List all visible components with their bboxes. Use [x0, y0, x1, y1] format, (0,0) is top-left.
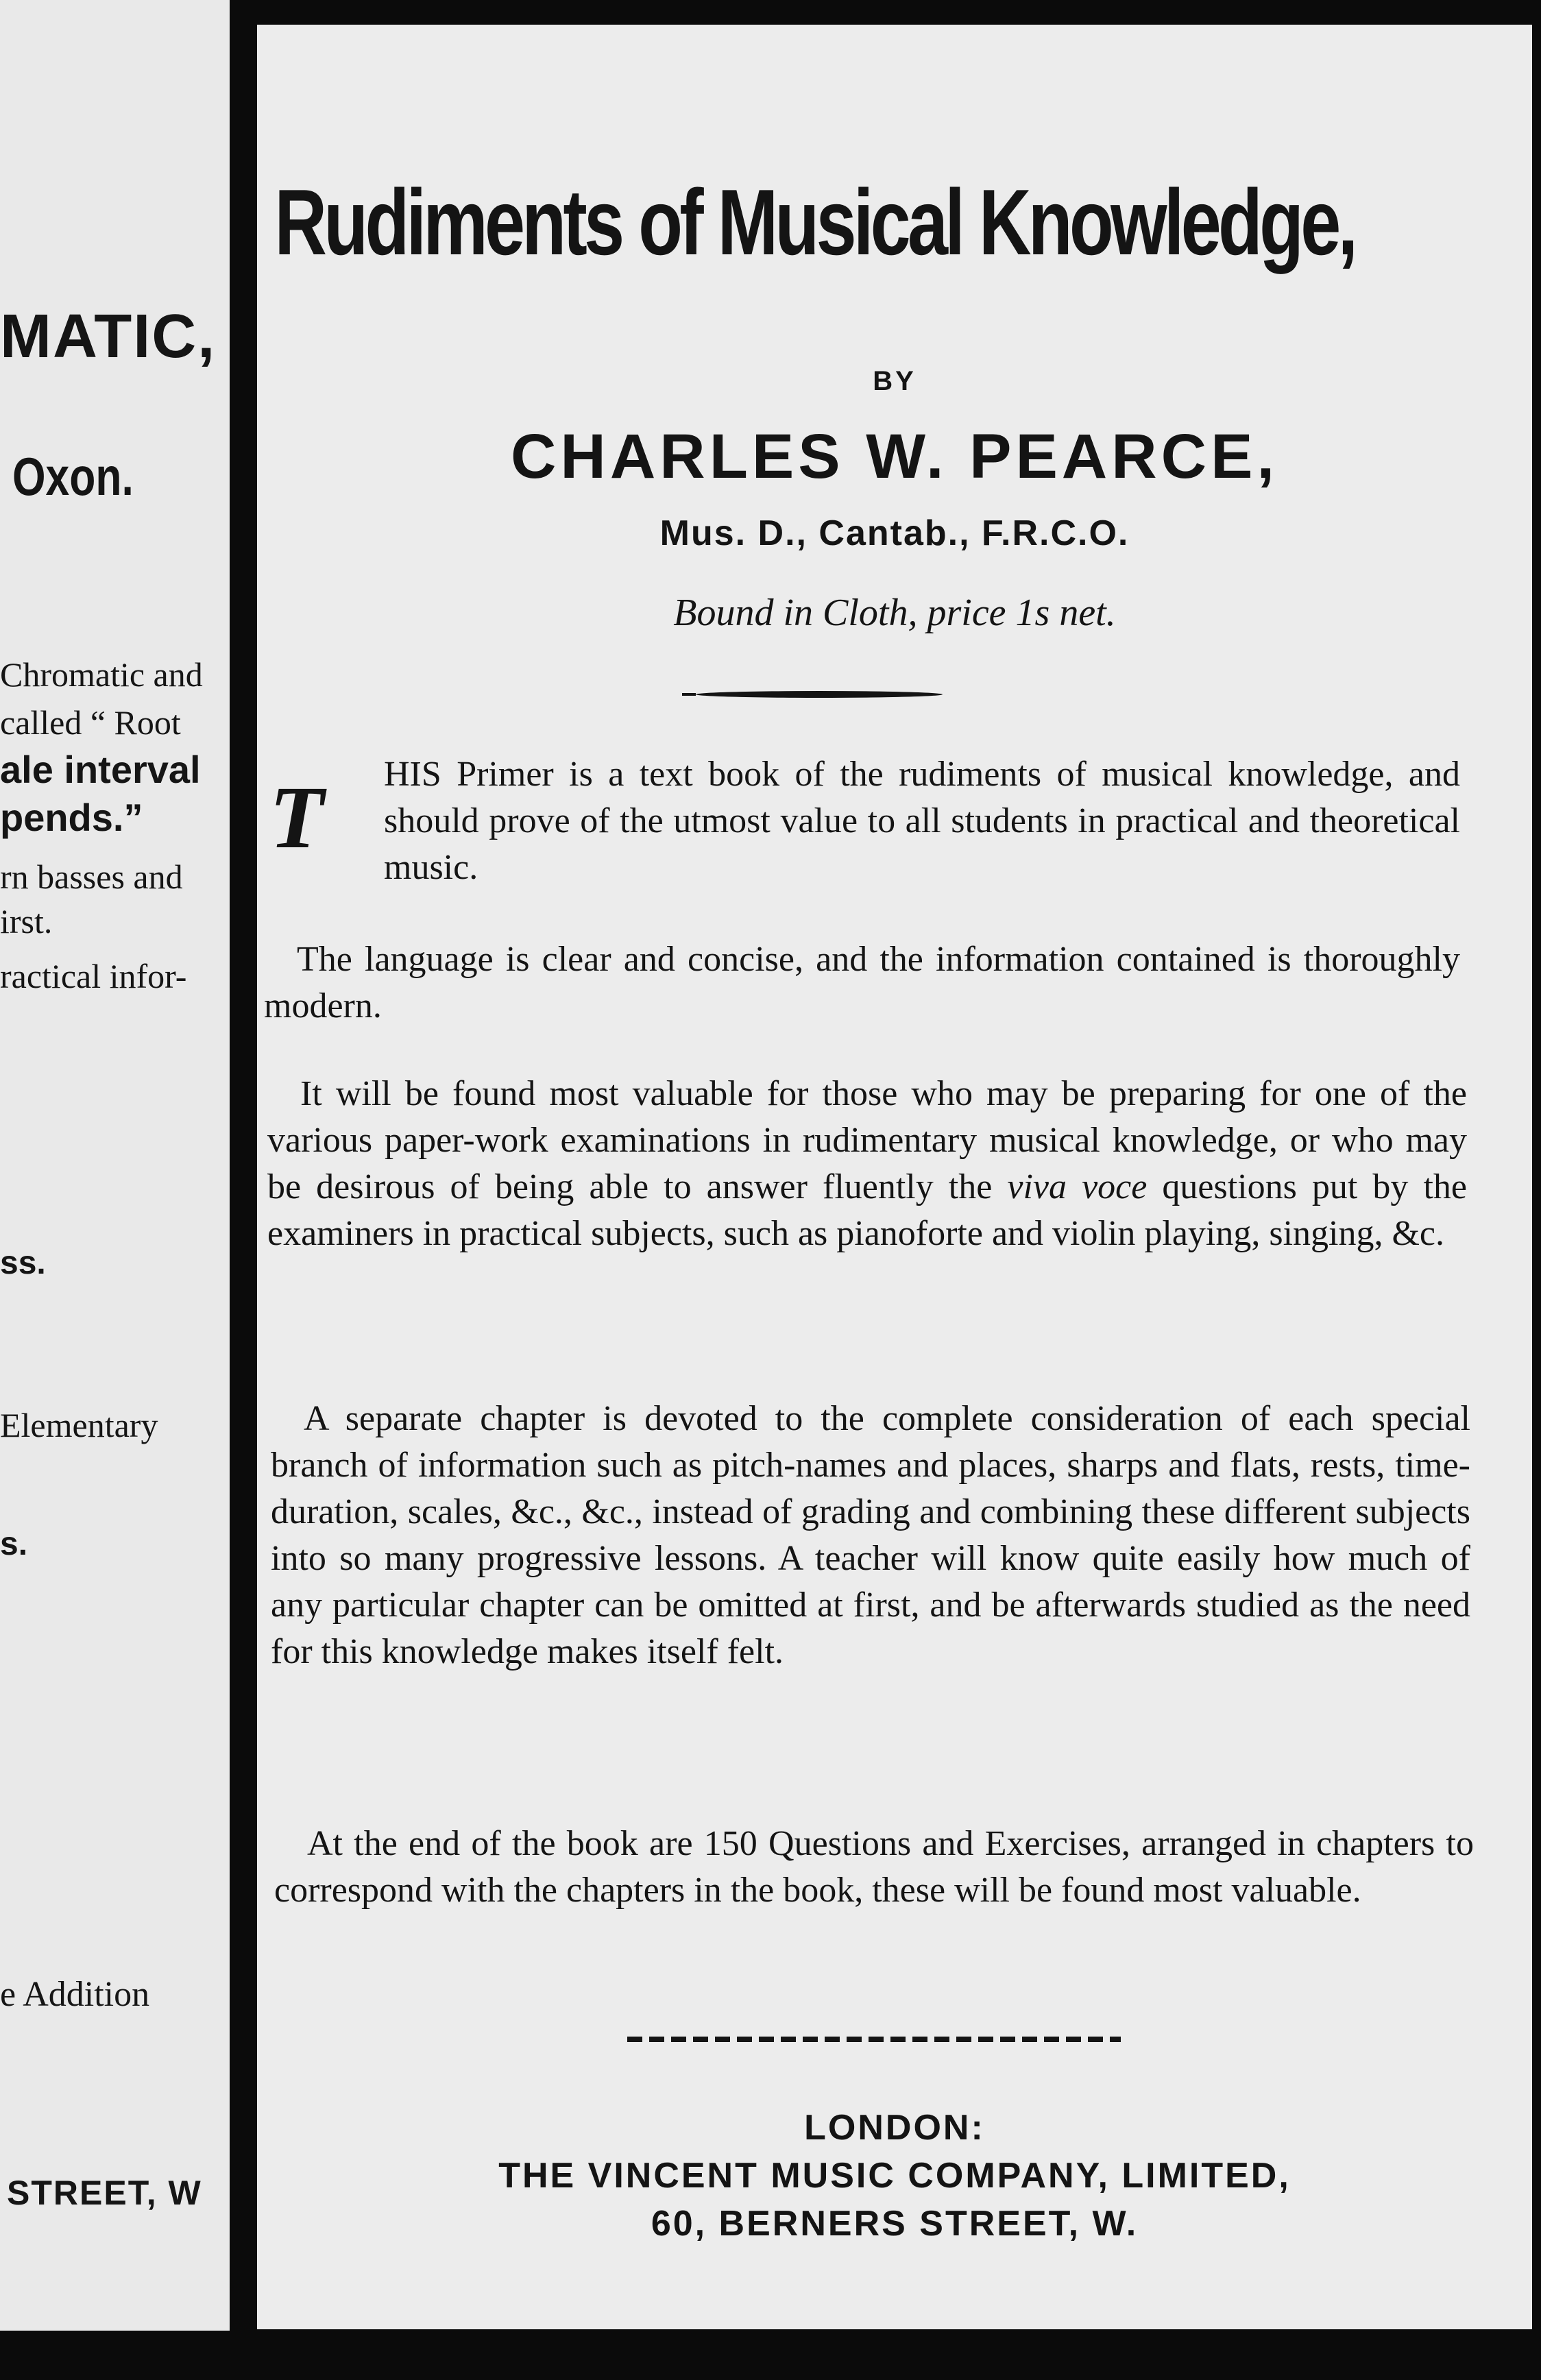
ornamental-rule-top [696, 691, 943, 698]
left-line-7: rn basses and [0, 858, 183, 896]
viva-voce-emphasis: viva voce [1007, 1167, 1148, 1206]
left-line-4: called “ Root [0, 703, 181, 742]
left-line-8: irst. [0, 902, 53, 940]
left-line-13: e Addition [0, 1975, 150, 2014]
paragraph-chapters: A separate chapter is devoted to the complete consideration of each special branch of information such as pitch-names and places, sharps and flats, rests, time-duration, scales, &c., &c., instead of grading and combining these different subjects into so many progressive lessons. A teacher will know quite easily how much of any particular chapter can be omitted at first, and be afterwards studied as the need for this knowledge makes itself felt. [271, 1399, 1470, 1671]
left-line-9: ractical infor- [0, 957, 187, 995]
left-line-11: Elementary [0, 1406, 158, 1444]
imprint-address: 60, BERNERS STREET, W. [651, 2204, 1139, 2244]
left-line-12: s. [0, 1526, 28, 1562]
by-line: BY [873, 366, 917, 396]
bottom-shadow [0, 2331, 1541, 2380]
left-line-1: MATIC, [0, 302, 217, 371]
left-line-14: STREET, W [7, 2174, 202, 2212]
paragraph-questions: At the end of the book are 150 Questions and Exercises, arranged in chapters to correspond with the chapters in the book, these will be found most valuable. [274, 1824, 1474, 1910]
book-gutter [230, 0, 257, 2380]
left-line-10: ss. [0, 1245, 46, 1281]
left-page-fragment [0, 0, 230, 2331]
left-line-2: Oxon. [12, 446, 134, 507]
right-page [257, 25, 1532, 2329]
imprint-city: LONDON: [804, 2108, 985, 2148]
paragraph-language: The language is clear and concise, and the information contained is thoroughly modern. [264, 940, 1460, 1025]
left-line-5: ale interval [0, 748, 201, 791]
left-line-3: Chromatic and [0, 655, 203, 694]
binding-price: Bound in Cloth, price 1s net. [673, 592, 1116, 634]
paragraph-examinations: It will be found most valuable for those who may be preparing for one of the various paper-work examinations in rudimentary musical knowledge, or who may be desirous of being able to answer fluently the viva voce questions put by the examiners in practical subjects, such as pianoforte and violin playing, singing, &c. [267, 1074, 1468, 1253]
dotted-rule-bottom [627, 2037, 1121, 2042]
imprint-publisher: THE VINCENT MUSIC COMPANY, LIMITED, [498, 2156, 1291, 2196]
paragraph-intro: HIS Primer is a text book of the rudiments of musical knowledge, and should prove of the utmost value to all students in practical and theoretical music. [384, 755, 1460, 887]
author-name: CHARLES W. PEARCE, [510, 422, 1279, 491]
author-degrees: Mus. D., Cantab., F.R.C.O. [659, 513, 1130, 553]
drop-cap: T [269, 768, 324, 867]
page-title: Rudiments of Musical Knowledge, [274, 170, 1355, 274]
left-line-6: pends.” [0, 796, 143, 839]
